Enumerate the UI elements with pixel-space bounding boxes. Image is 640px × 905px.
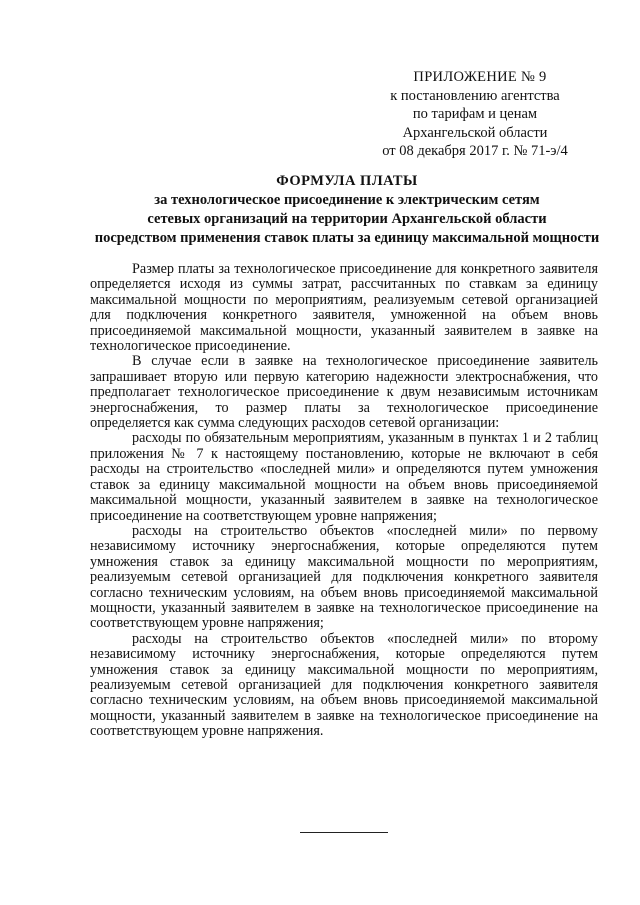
body-paragraph: В случае если в заявке на технологическое присоединение заявитель запрашивает вторую или первую категорию надежности электроснабжения, что предполагает технологическое присоединение к двум независимым источникам энергоснабжения, то размер платы за технологическое присоединение определяется как сумма следующих расходов сетевой организации: — [90, 353, 598, 432]
appendix-heading: ПРИЛОЖЕНИЕ № 9 — [413, 69, 547, 85]
expense-item: расходы по обязательным мероприятиям, указанным в пунктах 1 и 2 таблиц приложения № 7 к настоящему постановлению, которые не включают в себя расходы на строительство «последней мили» и определяются путем умножения ставок за единицу максимальной мощности на объем вновь присоединяемой максимальной мощности, указанный заявителем в заявке на технологическое присоединение на соответствующем уровне напряжения; — [90, 430, 598, 524]
appendix-line: Архангельской области — [402, 124, 548, 141]
appendix-line: к постановлению агентства — [390, 87, 560, 104]
title-subline: посредством применения ставок платы за единицу максимальной мощности — [94, 230, 600, 246]
body-paragraph: Размер платы за технологическое присоединение для конкретного заявителя определяется исходя из суммы затрат, рассчитанных по ставкам за единицу максимальной мощности по мероприятиям, реализуемым сетевой организацией для подключения конкретного заявителя, умноженной на объем вновь присоединяемой максимальной мощности, указанный заявителем в заявке на технологическое присоединение. — [90, 261, 598, 355]
appendix-line: от 08 декабря 2017 г. № 71-э/4 — [382, 143, 568, 159]
title-subline: сетевых организаций на территории Архангельской области — [147, 211, 547, 227]
appendix-line: по тарифам и ценам — [412, 106, 538, 122]
appendix-header — [340, 68, 580, 161]
document-body — [90, 262, 598, 740]
expense-item: расходы на строительство объектов «последней мили» по второму независимому источнику энергоснабжения, которые определяются путем умножения ставок за единицу максимальной мощности по мероприятиям, реализуемым сетевой организацией для подключения конкретного заявителя согласно техническим условиям, на объем вновь присоединяемой максимальной мощности, указанный заявителем в заявке на технологическое присоединение на соответствующем уровне напряжения. — [90, 630, 598, 740]
expense-item: расходы на строительство объектов «последней мили» по первому независимому источнику энергоснабжения, которые определяются путем умножения ставок за единицу максимальной мощности по мероприятиям, реализуемым сетевой организацией для подключения конкретного заявителя согласно техническим условиям, на объем вновь присоединяемой максимальной мощности, указанный заявителем в заявке на технологическое присоединение на соответствующем уровне напряжения; — [90, 522, 598, 632]
end-divider — [300, 832, 388, 833]
title-main: ФОРМУЛА ПЛАТЫ — [276, 173, 418, 189]
title-subline: за технологическое присоединение к электрическим сетям — [154, 192, 540, 208]
document-title — [92, 172, 602, 248]
